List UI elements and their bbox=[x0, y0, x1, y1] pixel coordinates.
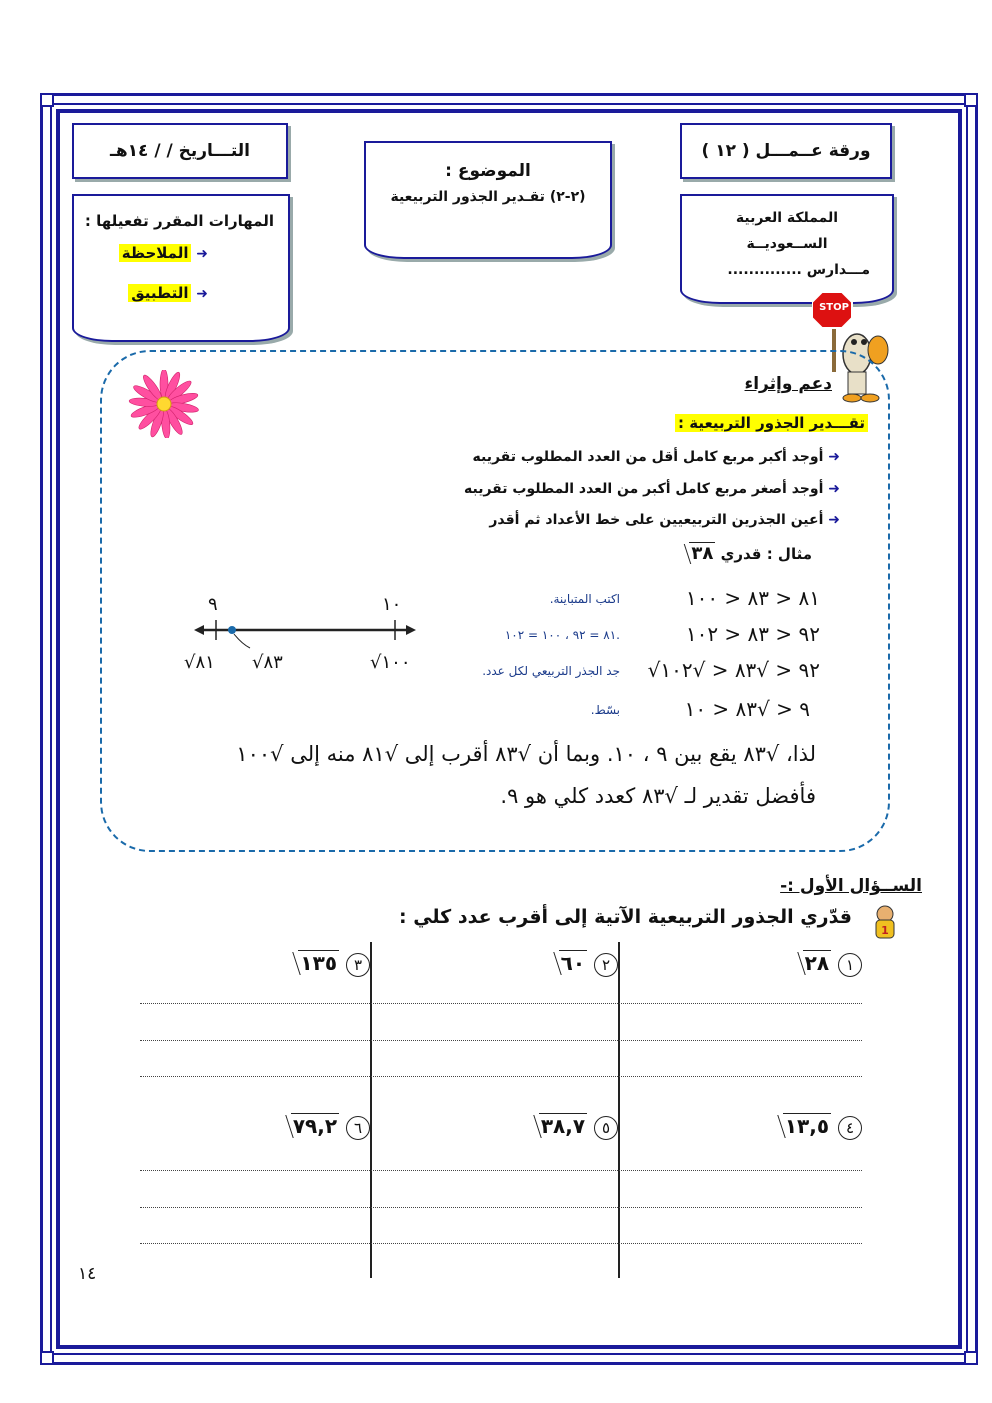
example-row-4-math: ٩ < √٨٣ < ١٠ bbox=[684, 697, 810, 721]
numberline-mid-bottom: √٨٣ bbox=[252, 652, 283, 673]
step-3 bbox=[489, 512, 840, 528]
numberline-right-bottom: √١٠٠ bbox=[370, 652, 411, 673]
arrow-bullet-icon: ➜ bbox=[828, 449, 840, 465]
svg-text:1: 1 bbox=[881, 924, 889, 937]
numberline-left-top: ٩ bbox=[208, 594, 218, 615]
step-1 bbox=[472, 449, 840, 465]
page-number: ١٤ bbox=[78, 1264, 97, 1284]
question-item-5 bbox=[470, 1113, 618, 1140]
arrow-bullet-icon: ➜ bbox=[196, 246, 208, 262]
question-item-3 bbox=[220, 950, 370, 977]
example-row-4-note: بسّط. bbox=[590, 703, 620, 717]
answer-line[interactable] bbox=[140, 1003, 862, 1004]
question-instruction: قدّري الجذور التربيعية الآتية إلى أقرب عدد كلي : bbox=[398, 906, 852, 928]
worksheet-label: ورقة عــمـــل ( ١٢ ) bbox=[701, 141, 871, 161]
skills-title: المهارات المقرر تفعيلها : bbox=[84, 212, 274, 230]
item-radical bbox=[529, 1113, 587, 1138]
arrow-bullet-icon: ➜ bbox=[828, 481, 840, 497]
topic-value: (٢-٢) تقـدير الجذور التربيعية bbox=[390, 189, 586, 205]
frame-corner bbox=[964, 1351, 978, 1365]
item-value: ١٣,٥ bbox=[784, 1114, 830, 1138]
conclusion-line-1: لذا، √٨٣ يقع بين ٩ ، ١٠. وبما أن √٨٣ أقرب إلى √٨١ منه إلى √١٠٠ bbox=[236, 742, 816, 766]
skill-application: التطبيق bbox=[128, 284, 191, 302]
worksheet-box bbox=[680, 123, 892, 179]
item-number-badge: ١ bbox=[838, 953, 862, 977]
example-row-2-note: ٨١ = ٩٢ ، ١٠٠ = ١٠٢. bbox=[504, 628, 620, 642]
date-box bbox=[72, 123, 288, 179]
school-line3: مـــدارس .............. bbox=[727, 262, 870, 278]
question-title: الســؤال الأول :- bbox=[780, 876, 922, 896]
topic-box bbox=[364, 141, 612, 259]
step-3-text: أعين الجذرين التربيعيين على خط الأعداد ثم أقدر bbox=[489, 512, 824, 528]
conclusion-line-2: فأفضل تقدير لـ √٨٣ كعدد كلي هو ٩. bbox=[500, 784, 816, 808]
frame-corner bbox=[40, 1351, 54, 1365]
skills-box bbox=[72, 194, 290, 342]
question-item-4 bbox=[720, 1113, 862, 1140]
example-value: ٣٨ bbox=[691, 543, 714, 564]
item-number-badge: ٣ bbox=[346, 953, 370, 977]
example-row-2-math: ٩٢ < ٨٣ < ١٠٢ bbox=[685, 622, 820, 646]
date-label: التـــاريخ / / ١٤هـ bbox=[110, 141, 250, 161]
stop-sign-text: STOP bbox=[819, 302, 849, 313]
numberline-right-top: ١٠ bbox=[382, 594, 402, 615]
skill-observation: الملاحظة bbox=[119, 244, 192, 262]
school-box bbox=[680, 194, 894, 304]
item-number-badge: ٢ bbox=[594, 953, 618, 977]
item-value: ١٣٥ bbox=[300, 951, 338, 975]
example-radical bbox=[679, 542, 715, 564]
school-line2: الســعوديــة bbox=[746, 236, 828, 252]
topic-title: الموضوع : bbox=[445, 161, 531, 181]
step-2 bbox=[464, 481, 840, 497]
enrichment-heading: دعم وإثراء bbox=[744, 374, 832, 394]
column-divider bbox=[370, 942, 372, 1278]
frame-corner bbox=[964, 93, 978, 107]
example-row-1-note: اكتب المتباينة. bbox=[549, 592, 620, 606]
item-radical bbox=[549, 950, 587, 975]
item-number-badge: ٦ bbox=[346, 1116, 370, 1140]
example-label: مثال : قدري bbox=[720, 545, 812, 563]
example-line bbox=[679, 542, 812, 564]
example-row-3-math: √٩٢ < √٨٣ < √١٠٢ bbox=[647, 658, 820, 682]
example-row-1-math: ٨١ < ٨٣ < ١٠٠ bbox=[685, 586, 820, 610]
item-radical bbox=[288, 950, 339, 975]
item-value: ٦٠ bbox=[560, 951, 586, 975]
item-value: ٣٨,٧ bbox=[540, 1114, 586, 1138]
item-number-badge: ٥ bbox=[594, 1116, 618, 1140]
item-number-badge: ٤ bbox=[838, 1116, 862, 1140]
item-radical bbox=[281, 1113, 339, 1138]
school-line1: المملكة العربية bbox=[735, 210, 839, 226]
question-item-6 bbox=[220, 1113, 370, 1140]
item-value: ٧٩,٢ bbox=[292, 1114, 338, 1138]
item-radical bbox=[793, 950, 831, 975]
arrow-bullet-icon: ➜ bbox=[828, 512, 840, 528]
step-1-text: أوجد أكبر مربع كامل أقل من العدد المطلوب تقريبه bbox=[472, 449, 824, 465]
answer-line[interactable] bbox=[140, 1076, 862, 1077]
answer-line[interactable] bbox=[140, 1243, 862, 1244]
flower-icon bbox=[118, 370, 210, 438]
arrow-bullet-icon: ➜ bbox=[196, 286, 208, 302]
item-value: ٢٨ bbox=[804, 951, 830, 975]
number-line bbox=[184, 592, 420, 682]
answer-line[interactable] bbox=[140, 1040, 862, 1041]
question-item-1 bbox=[720, 950, 862, 977]
example-row-3-note: جد الجذر التربيعي لكل عدد. bbox=[482, 664, 620, 678]
answer-line[interactable] bbox=[140, 1170, 862, 1171]
numberline-left-bottom: √٨١ bbox=[184, 652, 215, 673]
step-2-text: أوجد أصغر مربع كامل أكبر من العدد المطلوب تقريبه bbox=[464, 481, 824, 497]
enrichment-subheading-wrap bbox=[675, 414, 868, 432]
question-item-2 bbox=[470, 950, 618, 977]
item-radical bbox=[773, 1113, 831, 1138]
answer-line[interactable] bbox=[140, 1207, 862, 1208]
column-divider bbox=[618, 942, 620, 1278]
enrichment-subheading: تقـــدير الجذور التربيعية : bbox=[675, 414, 868, 432]
cartoon-number-one-icon bbox=[870, 904, 900, 942]
frame-corner bbox=[40, 93, 54, 107]
